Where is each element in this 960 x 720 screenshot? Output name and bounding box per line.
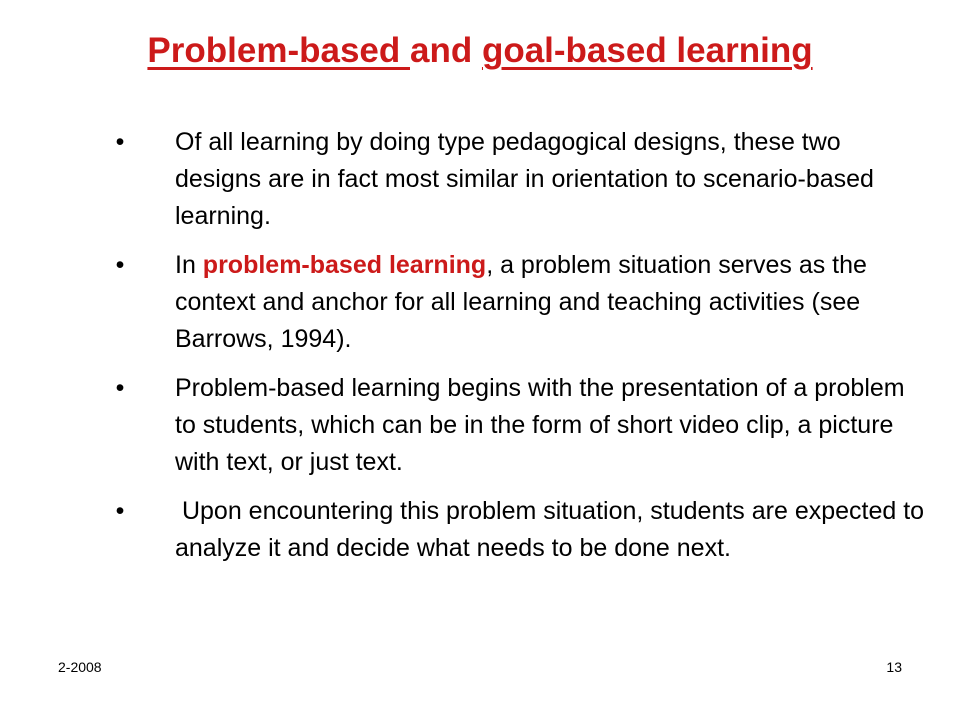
- bullet-text-post: , a problem situation serves as the context and anchor for all learning and teaching activities (see Barrows, 1994).: [175, 251, 867, 353]
- bullet-text: Problem-based learning begins with the presentation of a problem to students, which can be in the form of short video clip, a picture with text, or just text.: [175, 374, 905, 476]
- slide-title: [0, 30, 960, 72]
- title-part-problem-based: Problem-based: [147, 31, 410, 70]
- bullet-list: [110, 124, 932, 579]
- bullet-item-4: [110, 493, 932, 567]
- bullet-item-2: [110, 247, 925, 358]
- footer-page-number: 13: [886, 659, 902, 675]
- bullet-dot: •: [115, 497, 125, 525]
- footer-date: 2-2008: [58, 659, 102, 675]
- bullet-text: Upon encountering this problem situation, students are expected to analyze it and decide what needs to be done next.: [175, 497, 932, 562]
- bullet-dot: •: [115, 251, 125, 279]
- bullet-text: Of all learning by doing type pedagogical designs, these two designs are in fact most similar in orientation to scenario-based learning.: [175, 128, 874, 230]
- bullet-item-1: [110, 124, 925, 235]
- title-part-and: and: [410, 31, 482, 70]
- bullet-dot: •: [115, 128, 125, 156]
- bullet-dot: •: [115, 374, 125, 402]
- title-part-goal-based: goal-based learning: [481, 31, 813, 70]
- highlighted-term: problem-based learning: [202, 251, 487, 279]
- bullet-text-pre: In: [175, 251, 203, 279]
- bullet-item-3: [110, 370, 925, 481]
